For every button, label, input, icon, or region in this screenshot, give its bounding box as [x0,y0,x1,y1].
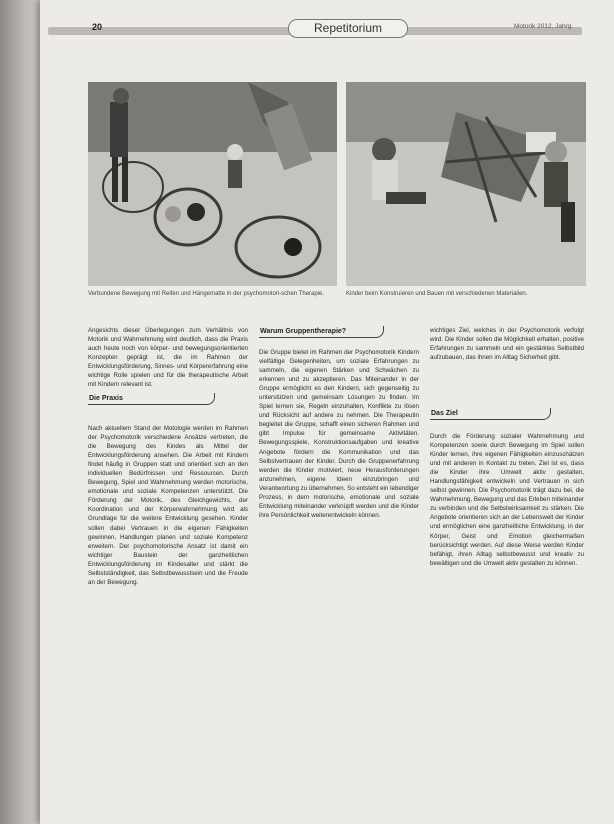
column-2-body: Die Gruppe bietet im Rahmen der Psychomotorik Kindern vielfältige Gelegenheiten, um soziale Erfahrungen zu sammeln, die eigenen Stärken und Schwächen zu erkennen und zu akzeptieren. Das Miteinander in der Gruppe ermöglicht es den Kindern, sich gegenseitig zu unterstützen und gemeinsam Lösungen zu finden. Im Spiel lernen sie, Regeln einzuhalten, Konflikte zu lösen und Rücksicht auf andere zu nehmen. Die Therapeutin begleitet die Gruppe, schafft einen sicheren Rahmen und gibt Impulse für gemeinsame Aktivitäten. Bewegungsspiele, Konstruktionsaufgaben und kreative Angebote fördern die Kommunikation und das Selbstvertrauen der Kinder. Durch die Gruppenerfahrung werden die Kinder motiviert, neue Herausforderungen anzunehmen, eigene Ideen einzubringen und Verantwortung zu übernehmen. So entsteht ein lebendiger Prozess, in dem motorische, emotionale und soziale Entwicklung miteinander verknüpft werden und die Kinder ihre Persönlichkeit weiterentwickeln können. [259,349,419,519]
column-1-intro: Angesichts dieser Überlegungen zum Verhältnis von Motorik und Wahrnehmung wird deutlich, dass die Praxis auch heute noch von körper- und bewegungsorientierten Konzepten geprägt ist, die im Rahmen der Entwicklungsförderung, Sinnes- und Körpererfahrung eine wichtige Rolle spielen und für die therapeutische Arbeit mit Kindern relevant ist. [88,327,248,389]
page-number: 20 [92,22,103,32]
journal-reference: Motorik 2012, Jahrg. [514,23,574,30]
heading-das-ziel-label: Das Ziel [431,410,458,417]
book-gutter [0,0,40,824]
heading-warum-gruppentherapie-label: Warum Gruppentherapie? [260,328,347,335]
figure-caption-2: Kinder beim Konstruieren und Bauen mit verschiedenen Materialien. [346,291,528,297]
heading-die-praxis [88,393,215,405]
column-1-body: Nach aktuellem Stand der Motologie werden im Rahmen der Psychomotorik verschiedene Ansätze vertreten, die die Bewegung des Kindes als Mittel der Entwicklungsförderung ansehen. Die Arbeit mit Kindern findet häufig in Gruppen statt und orientiert sich an den individuellen Bedürfnissen und Ressourcen. Durch Bewegung, Spiel und Wahrnehmung werden motorische, emotionale und soziale Kompetenzen unterstützt. Die Förderung der Motorik, des Gleichgewichts, der Koordination und der Körperwahrnehmung wird als Grundlage für die weitere Entwicklung gesehen. Kinder sollen dabei Vertrauen in die eigenen Fähigkeiten gewinnen, Handlungen planen und soziale Kompetenz erweitern. Der psychomotorische Ansatz ist damit ein wichtiger Baustein der ganzheitlichen Entwicklungsförderung im Kindesalter und stärkt die Selbstständigkeit, das Selbstbewusstsein und die Freude an der Bewegung. [88,425,248,586]
photo-construction-play [346,82,586,286]
column-3-body: Durch die Förderung sozialer Wahrnehmung und Kompetenzen sowie durch Bewegung im Spiel sollen Kinder lernen, ihre eigenen Fähigkeiten einzuschätzen und mit anderen in Kontakt zu treten. Ziel ist es, dass die Kinder ihre Umwelt aktiv gestalten, Handlungsfähigkeit entwickeln und Vertrauen in sich selbst gewinnen. Die Psychomotorik trägt dazu bei, die Wahrnehmung, Bewegung und das Erleben miteinander zu verbinden und die Selbstwirksamkeit zu stärken. Die Angebote orientieren sich an der Lebenswelt der Kinder und ermöglichen eine ganzheitliche Entwicklung, in der Körper, Geist und Emotion gleichermaßen berücksichtigt werden. Auf diese Weise werden Kinder befähigt, ihren Alltag selbstbewusst und kreativ zu bewältigen und die Umwelt aktiv gestalten zu können. [430,433,584,567]
column-3-intro: wichtiges Ziel, welches in der Psychomotorik verfolgt wird. Die Kinder sollen die Möglichkeit erhalten, positive Erfahrungen zu sammeln und ein gestärktes Selbstbild aufzubauen, das ihnen im Alltag Sicherheit gibt. [430,327,584,362]
heading-die-praxis-label: Die Praxis [89,395,123,402]
heading-warum-gruppentherapie [259,326,384,338]
photo-hoops-hammock [88,82,337,286]
section-title: Repetitorium [288,19,408,38]
heading-das-ziel [430,408,551,420]
figure-caption-1: Verbundene Bewegung mit Reifen und Hängematte in der psychomotori-schen Therapie. [88,291,325,297]
